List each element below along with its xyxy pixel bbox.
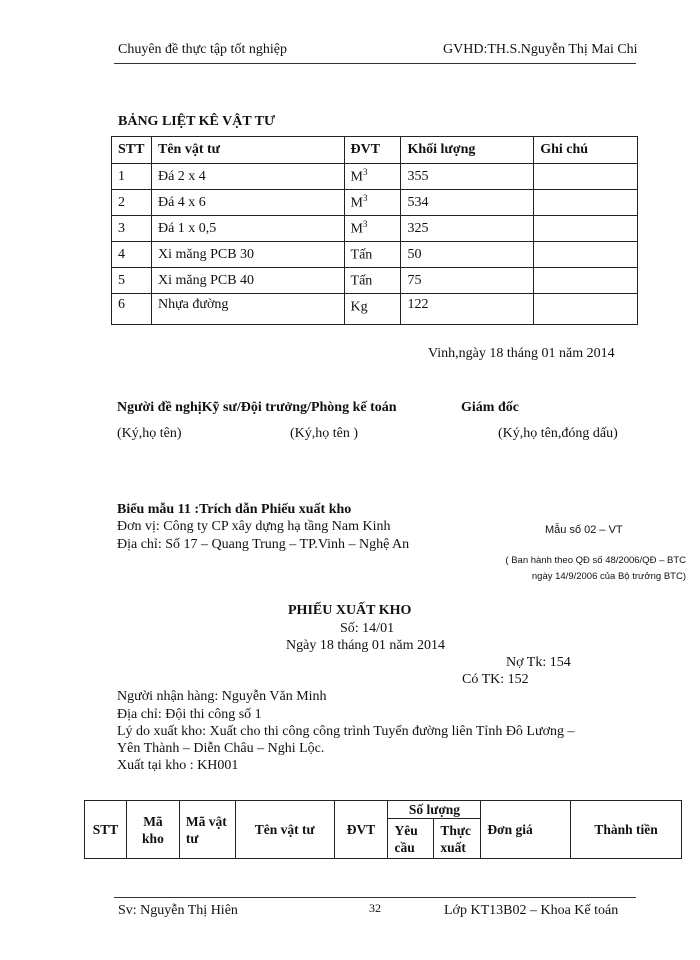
row-qty: 50: [401, 242, 534, 268]
row-unit: $M^3$: [344, 164, 401, 190]
form-address: Địa chỉ: Số 17 – Quang Trung – TP.Vinh – Nghệ An: [117, 537, 410, 552]
row-unit: $M^3$: [344, 216, 401, 242]
row-name: Đá 4 x 6: [151, 190, 344, 216]
slip-col-thuc-xuat: Thực xuất: [434, 819, 481, 859]
row-stt: 3: [112, 216, 152, 242]
row-qty: 355: [401, 164, 534, 190]
slip-col-thanh-tien: Thành tiền: [571, 801, 682, 859]
footer-page-number: 32: [369, 901, 381, 915]
row-unit: Tấn: [344, 242, 401, 268]
header-left: Chuyên đề thực tập tốt nghiệp: [118, 42, 287, 57]
table-row: [112, 242, 638, 268]
slip-col-don-gia: Đơn giá: [481, 801, 571, 859]
row-note: [534, 164, 638, 190]
slip-table: [84, 800, 682, 859]
form-issued-2: ngày 14/9/2006 của Bộ trưởng BTC): [531, 571, 686, 582]
date-line: Vinh,ngày 18 tháng 01 năm 2014: [428, 346, 615, 361]
slip-col-dvt: ĐVT: [334, 801, 388, 859]
signature-1: (Ký,họ tên): [117, 426, 182, 441]
signature-director: Giám đốc: [461, 400, 519, 415]
slip-col-ma-kho: Mã kho: [126, 801, 179, 859]
row-note: [534, 216, 638, 242]
col-unit: ĐVT: [344, 137, 401, 164]
row-note: [534, 190, 638, 216]
row-stt: 4: [112, 242, 152, 268]
header-right: GVHD:TH.S.Nguyễn Thị Mai Chi: [443, 42, 638, 57]
table-row: [112, 216, 638, 242]
row-stt: 5: [112, 268, 152, 294]
signature-roles: Người đề nghịKỹ sư/Đội trưởng/Phòng kế toán: [117, 400, 397, 415]
row-name: Xi măng PCB 30: [151, 242, 344, 268]
slip-col-yeu-cau: Yêu cầu: [388, 819, 434, 859]
slip-reason-2: Yên Thành – Diễn Châu – Nghi Lộc.: [117, 741, 325, 756]
row-unit: Tấn: [344, 268, 401, 294]
table-row: [112, 164, 638, 190]
table-row: [112, 294, 638, 325]
slip-col-stt: STT: [85, 801, 127, 859]
slip-number: Số: 14/01: [340, 621, 395, 636]
row-unit: $M^3$: [344, 190, 401, 216]
materials-table: [111, 136, 638, 325]
row-unit: Kg: [344, 294, 401, 325]
header-rule: [114, 63, 636, 64]
row-note: [534, 242, 638, 268]
footer-right: Lớp KT13B02 – Khoa Kế toán: [444, 903, 619, 918]
row-qty: 325: [401, 216, 534, 242]
col-name: Tên vật tư: [151, 137, 344, 164]
table-row: [112, 268, 638, 294]
materials-title: BẢNG LIỆT KÊ VẬT TƯ: [118, 114, 276, 129]
col-stt: STT: [112, 137, 152, 164]
row-qty: 122: [401, 294, 534, 325]
slip-col-ma-vat-tu: Mã vật tư: [179, 801, 235, 859]
form-issued-1: ( Ban hành theo QĐ số 48/2006/QĐ – BTC: [505, 555, 686, 566]
signature-3: (Ký,họ tên,đóng dấu): [498, 426, 618, 441]
col-qty: Khối lượng: [401, 137, 534, 164]
row-name: Đá 2 x 4: [151, 164, 344, 190]
slip-credit: Có TK: 152: [462, 672, 529, 687]
slip-reason-1: Lý do xuất kho: Xuất cho thi công công trình Tuyến đường liên Tỉnh Đô Lương –: [117, 724, 575, 739]
row-qty: 534: [401, 190, 534, 216]
footer-left: Sv: Nguyễn Thị Hiên: [118, 903, 238, 918]
signature-2: (Ký,họ tên ): [290, 426, 359, 441]
form-title: Biểu mẫu 11 :Trích dẫn Phiếu xuất kho: [117, 502, 352, 517]
slip-header-row-1: [85, 801, 682, 819]
row-stt: 1: [112, 164, 152, 190]
row-stt: 6: [112, 294, 152, 325]
slip-warehouse: Xuất tại kho : KH001: [117, 758, 239, 773]
form-number: Mẫu số 02 – VT: [545, 524, 623, 536]
slip-title: PHIẾU XUẤT KHO: [288, 603, 412, 618]
slip-receiver: Người nhận hàng: Nguyễn Văn Minh: [117, 689, 327, 704]
row-note: [534, 294, 638, 325]
slip-col-so-luong: Số lượng: [388, 801, 481, 819]
slip-address: Địa chỉ: Đội thi công số 1: [117, 707, 262, 722]
row-stt: 2: [112, 190, 152, 216]
row-name: Đá 1 x 0,5: [151, 216, 344, 242]
table-row: [112, 190, 638, 216]
row-name: Xi măng PCB 40: [151, 268, 344, 294]
row-qty: 75: [401, 268, 534, 294]
slip-col-ten-vat-tu: Tên vật tư: [235, 801, 334, 859]
form-unit: Đơn vị: Công ty CP xây dựng hạ tầng Nam Kinh: [117, 519, 391, 534]
slip-debit: Nợ Tk: 154: [506, 655, 571, 670]
row-name: Nhựa đường: [151, 294, 344, 325]
row-note: [534, 268, 638, 294]
footer-rule: [114, 897, 636, 898]
slip-date: Ngày 18 tháng 01 năm 2014: [286, 638, 446, 653]
col-note: Ghi chú: [534, 137, 638, 164]
materials-header-row: [112, 137, 638, 164]
